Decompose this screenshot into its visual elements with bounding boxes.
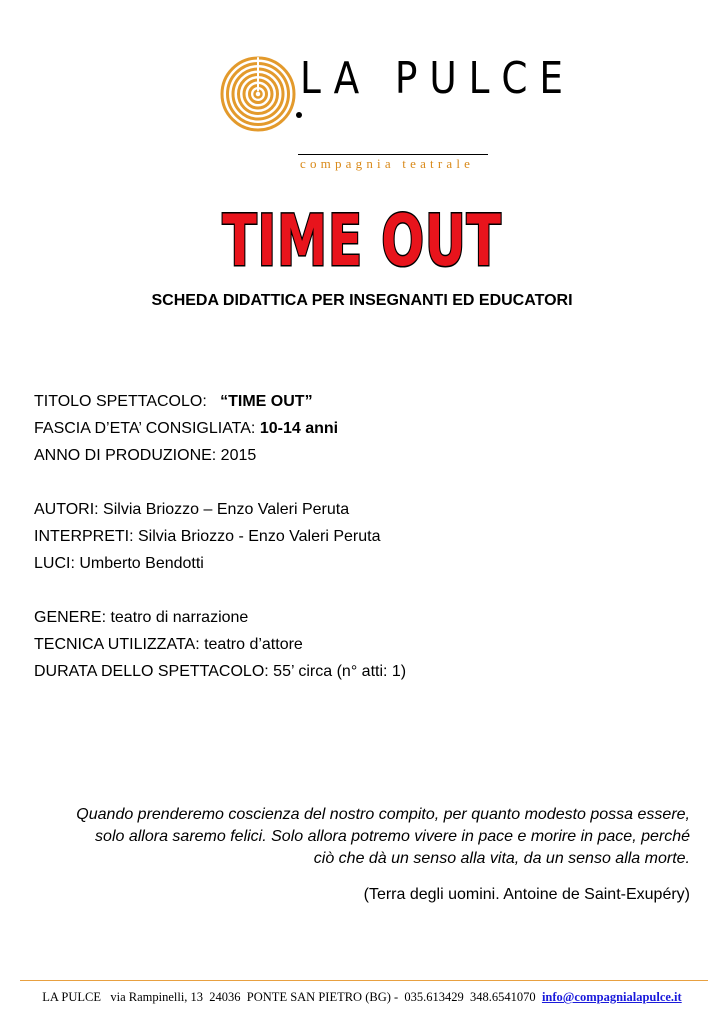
footer-email-link[interactable]: info@compagnialapulce.it	[541, 990, 682, 1004]
show-title: TIME OUT	[222, 200, 502, 282]
logo-dot	[296, 112, 302, 118]
info-genere: GENERE: teatro di narrazione	[34, 609, 249, 626]
info-autori: AUTORI: Silvia Briozzo – Enzo Valeri Peruta	[34, 501, 350, 518]
logo-divider	[298, 154, 488, 155]
info-anno: ANNO DI PRODUZIONE: 2015	[34, 447, 257, 464]
spiral-icon	[218, 54, 298, 134]
titolo-label: TITOLO SPETTACOLO:	[34, 393, 207, 410]
footer-divider	[20, 980, 708, 981]
titolo-value: “TIME OUT”	[220, 393, 313, 410]
quote-source: (Terra degli uomini. Antoine de Saint-Exupéry)	[363, 886, 690, 903]
logo-name: LA PULCE	[300, 53, 575, 104]
footer	[0, 988, 724, 1006]
info-luci: LUCI: Umberto Bendotti	[34, 555, 204, 572]
info-durata: DURATA DELLO SPETTACOLO: 55’ circa (n° atti: 1)	[34, 663, 407, 680]
quote-line-2: solo allora saremo felici. Solo allora potremo vivere in pace e morire in pace, perché	[95, 828, 690, 845]
fascia-label: FASCIA D’ETA’ CONSIGLIATA:	[34, 420, 256, 437]
info-interpreti: INTERPRETI: Silvia Briozzo - Enzo Valeri Peruta	[34, 528, 381, 545]
quote	[34, 804, 690, 870]
quote-line-1: Quando prenderemo coscienza del nostro compito, per quanto modesto possa essere,	[76, 806, 690, 823]
info-tecnica: TECNICA UTILIZZATA: teatro d’attore	[34, 636, 303, 653]
info-fascia	[34, 415, 338, 442]
footer-address: LA PULCE via Rampinelli, 13 24036 PONTE SAN PIETRO (BG) - 035.613429 348.6541070	[42, 990, 542, 1004]
company-logo	[218, 50, 575, 171]
logo-subtitle: compagnia teatrale	[300, 156, 475, 171]
document-subtitle: SCHEDA DIDATTICA PER INSEGNANTI ED EDUCATORI	[151, 292, 573, 309]
info-titolo	[34, 388, 313, 415]
quote-line-3: ciò che dà un senso alla vita, da un senso alla morte.	[313, 850, 690, 867]
fascia-value: 10-14 anni	[259, 420, 339, 437]
